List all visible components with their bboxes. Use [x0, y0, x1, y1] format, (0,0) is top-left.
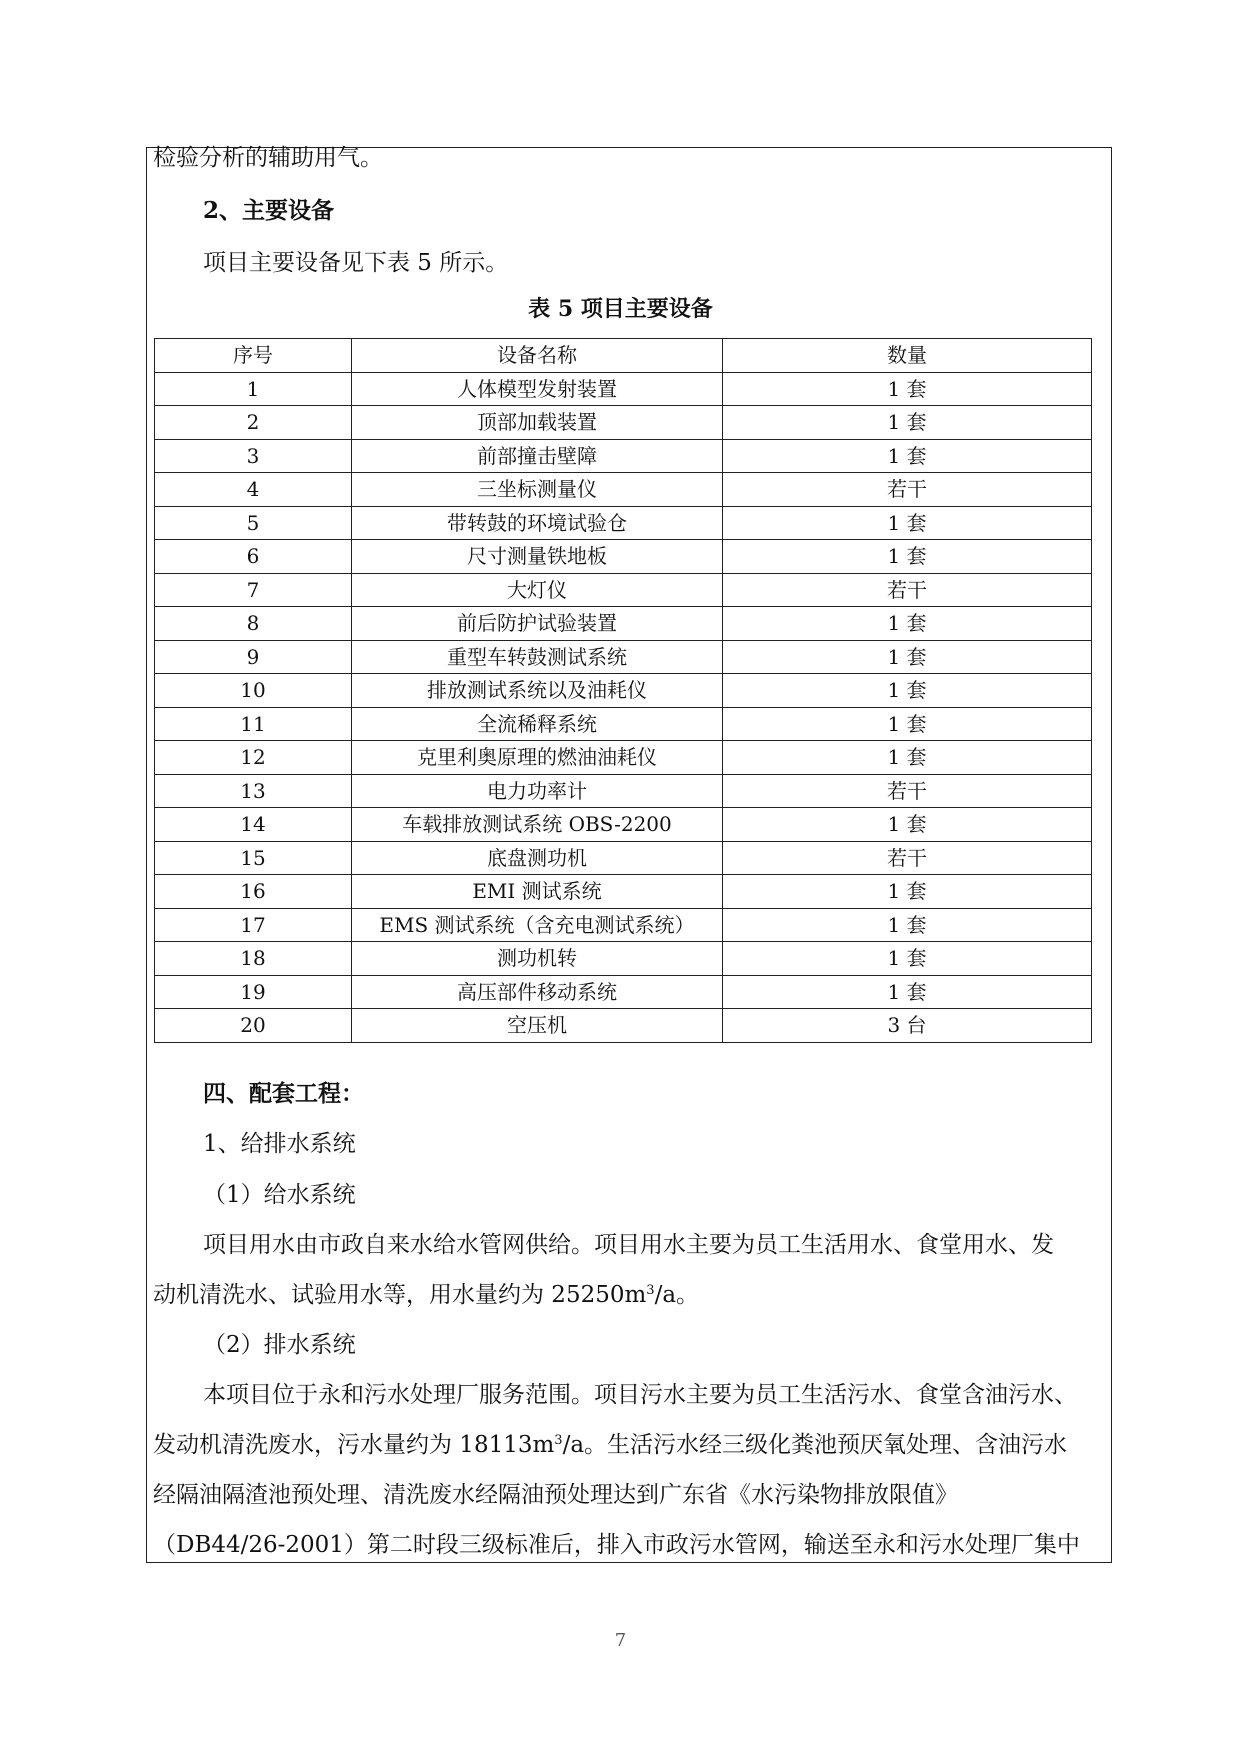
header-equipment-name: 设备名称 — [352, 339, 723, 373]
row-quantity: 1 套 — [723, 741, 1092, 775]
row-quantity: 1 套 — [723, 875, 1092, 909]
table-row — [155, 1009, 1092, 1043]
row-index: 20 — [155, 1009, 352, 1043]
page-number: 7 — [614, 1630, 627, 1651]
table-row — [155, 573, 1092, 607]
row-index: 7 — [155, 573, 352, 607]
table-row — [155, 406, 1092, 440]
row-quantity: 若干 — [723, 573, 1092, 607]
equipment-table — [154, 338, 1092, 1043]
row-quantity: 1 套 — [723, 540, 1092, 574]
row-equipment-name: 前后防护试验装置 — [352, 607, 723, 641]
table-row — [155, 640, 1092, 674]
table-caption: 表 5 项目主要设备 — [528, 296, 713, 322]
row-equipment-name: 带转鼓的环境试验仓 — [352, 506, 723, 540]
row-quantity: 1 套 — [723, 406, 1092, 440]
row-index: 4 — [155, 473, 352, 507]
table-row — [155, 607, 1092, 641]
paragraph-drainage-line2: 发动机清洗废水，污水量约为 $18113m^3/a$。生活污水经三级化粪池预厌氧处理、含油污水 — [153, 1432, 1068, 1458]
row-index: 10 — [155, 674, 352, 708]
row-quantity: 3 台 — [723, 1009, 1092, 1043]
paragraph-water-supply-line1: 项目用水由市政自来水给水管网供给。项目用水主要为员工生活用水、食堂用水、发 — [203, 1232, 1054, 1258]
row-quantity: 若干 — [723, 473, 1092, 507]
row-equipment-name: 全流稀释系统 — [352, 707, 723, 741]
table-row — [155, 774, 1092, 808]
row-index: 6 — [155, 540, 352, 574]
row-index: 15 — [155, 841, 352, 875]
table-row — [155, 473, 1092, 507]
row-index: 16 — [155, 875, 352, 909]
row-quantity: 1 套 — [723, 942, 1092, 976]
row-index: 12 — [155, 741, 352, 775]
row-index: 18 — [155, 942, 352, 976]
section-heading-supporting-works: 四、配套工程： — [203, 1080, 364, 1107]
subsection-heading-drainage: （2）排水系统 — [203, 1332, 356, 1358]
row-quantity: 1 套 — [723, 908, 1092, 942]
paragraph-water-supply-line2: 动机清洗水、试验用水等，用水量约为 $25250m^3/a$。 — [153, 1282, 700, 1308]
row-index: 9 — [155, 640, 352, 674]
table-row — [155, 841, 1092, 875]
table-row — [155, 975, 1092, 1009]
table-row — [155, 506, 1092, 540]
table-row — [155, 540, 1092, 574]
row-quantity: 1 套 — [723, 674, 1092, 708]
row-index: 14 — [155, 808, 352, 842]
row-index: 3 — [155, 439, 352, 473]
paragraph-continuation: 检验分析的辅助用气。 — [153, 145, 383, 171]
row-index: 2 — [155, 406, 352, 440]
header-quantity: 数量 — [723, 339, 1092, 373]
row-index: 17 — [155, 908, 352, 942]
header-index: 序号 — [155, 339, 352, 373]
row-equipment-name: 尺寸测量铁地板 — [352, 540, 723, 574]
table-row — [155, 942, 1092, 976]
table-header-row — [155, 339, 1092, 373]
row-quantity: 1 套 — [723, 506, 1092, 540]
paragraph-table-intro: 项目主要设备见下表 5 所示。 — [203, 250, 509, 276]
table-row — [155, 875, 1092, 909]
row-equipment-name: EMI 测试系统 — [352, 875, 723, 909]
row-equipment-name: 前部撞击壁障 — [352, 439, 723, 473]
row-equipment-name: 底盘测功机 — [352, 841, 723, 875]
row-equipment-name: 空压机 — [352, 1009, 723, 1043]
table-row — [155, 741, 1092, 775]
row-quantity: 若干 — [723, 774, 1092, 808]
row-index: 1 — [155, 372, 352, 406]
row-quantity: 1 套 — [723, 707, 1092, 741]
row-quantity: 1 套 — [723, 372, 1092, 406]
table-row — [155, 808, 1092, 842]
row-equipment-name: 测功机转 — [352, 942, 723, 976]
row-equipment-name: 电力功率计 — [352, 774, 723, 808]
row-quantity: 1 套 — [723, 607, 1092, 641]
row-equipment-name: EMS 测试系统（含充电测试系统） — [352, 908, 723, 942]
row-quantity: 若干 — [723, 841, 1092, 875]
row-quantity: 1 套 — [723, 808, 1092, 842]
table-row — [155, 674, 1092, 708]
row-equipment-name: 克里利奥原理的燃油油耗仪 — [352, 741, 723, 775]
row-quantity: 1 套 — [723, 975, 1092, 1009]
row-equipment-name: 高压部件移动系统 — [352, 975, 723, 1009]
row-index: 19 — [155, 975, 352, 1009]
paragraph-drainage-line3: 经隔油隔渣池预处理、清洗废水经隔油预处理达到广东省《水污染物排放限值》 — [153, 1482, 958, 1508]
row-equipment-name: 顶部加载装置 — [352, 406, 723, 440]
row-index: 13 — [155, 774, 352, 808]
table-row — [155, 707, 1092, 741]
row-index: 8 — [155, 607, 352, 641]
row-equipment-name: 大灯仪 — [352, 573, 723, 607]
row-quantity: 1 套 — [723, 439, 1092, 473]
subsection-heading-water-system: 1、给排水系统 — [203, 1131, 356, 1157]
row-index: 11 — [155, 707, 352, 741]
table-row — [155, 372, 1092, 406]
subsection-heading-water-supply: （1）给水系统 — [203, 1182, 356, 1208]
section-heading-main-equipment: 2、主要设备 — [203, 197, 335, 224]
row-equipment-name: 三坐标测量仪 — [352, 473, 723, 507]
paragraph-drainage-line4: （DB44/26-2001）第二时段三级标准后，排入市政污水管网，输送至永和污水处理厂集中 — [153, 1532, 1080, 1558]
row-equipment-name: 车载排放测试系统 OBS-2200 — [352, 808, 723, 842]
row-index: 5 — [155, 506, 352, 540]
row-equipment-name: 排放测试系统以及油耗仪 — [352, 674, 723, 708]
table-row — [155, 439, 1092, 473]
table-row — [155, 908, 1092, 942]
row-equipment-name: 重型车转鼓测试系统 — [352, 640, 723, 674]
paragraph-drainage-line1: 本项目位于永和污水处理厂服务范围。项目污水主要为员工生活污水、食堂含油污水、 — [203, 1382, 1077, 1408]
row-quantity: 1 套 — [723, 640, 1092, 674]
row-equipment-name: 人体模型发射装置 — [352, 372, 723, 406]
